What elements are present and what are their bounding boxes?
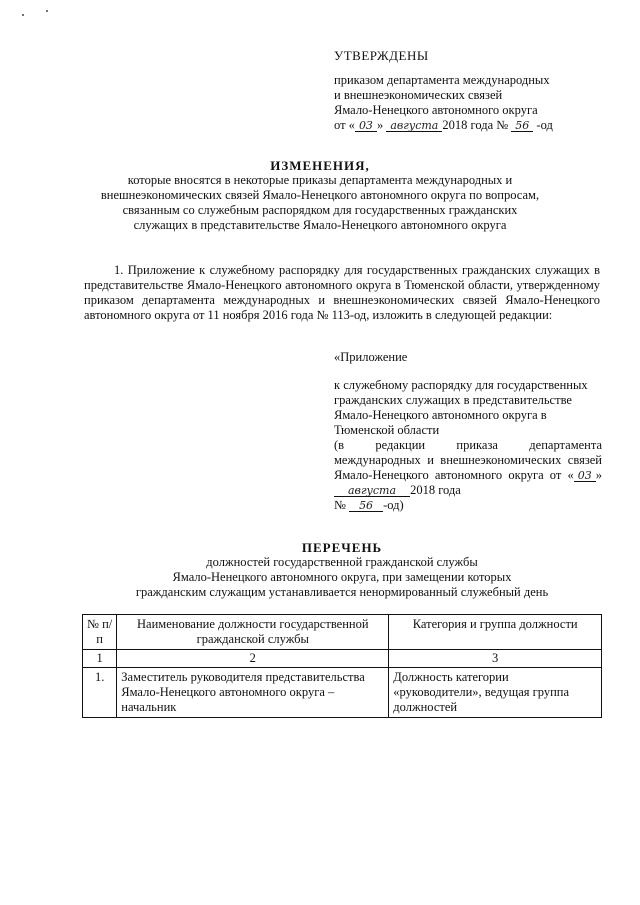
handwritten-day: 03 <box>574 470 596 482</box>
appendix-heading: «Приложение <box>334 350 408 364</box>
date-suffix: -од <box>536 118 553 132</box>
changes-subtitle-line: внешнеэкономических связей Ямало-Ненецкого автономного округа по вопросам, <box>100 188 540 202</box>
handwritten-month: августа <box>334 485 410 497</box>
list-subtitle-line: гражданским служащим устанавливается ненормированный служебный день <box>135 585 549 599</box>
redaction-suffix: -од) <box>383 498 404 512</box>
list-heading: ПЕРЕЧЕНЬ <box>301 540 383 555</box>
changes-subtitle-line: связанным со служебным распорядком для государственных гражданских <box>122 203 518 217</box>
redaction-mid: » <box>595 468 602 482</box>
date-year-text: 2018 года № <box>442 118 509 132</box>
approval-line: и внешнеэкономических связей <box>334 88 503 102</box>
redaction-text: (в редакции приказа департамента международных и внешнеэкономических связей Ямало-Ненецкого автономного округа от « <box>334 438 602 482</box>
table-header-row <box>83 615 602 650</box>
approval-heading: УТВЕРЖДЕНЫ <box>334 48 429 63</box>
changes-heading: ИЗМЕНЕНИЯ, <box>270 158 370 173</box>
appendix-block <box>334 350 602 513</box>
approval-date-line <box>334 118 614 133</box>
approval-block <box>334 48 614 133</box>
column-number: 2 <box>117 650 389 668</box>
handwritten-day: 03 <box>355 120 377 132</box>
handwritten-month: августа <box>386 120 442 132</box>
approval-line: приказом департамента международных <box>334 73 550 87</box>
header-position: Наименование должности государственной гражданской службы <box>117 615 389 650</box>
column-number: 1 <box>83 650 117 668</box>
changes-subtitle-line: которые вносятся в некоторые приказы департамента международных и <box>127 173 513 187</box>
list-subtitle-line: должностей государственной гражданской службы <box>206 555 478 569</box>
scan-speck <box>46 10 48 12</box>
header-number: № п/п <box>83 615 117 650</box>
paragraph-1: 1. Приложение к служебному распорядку для государственных гражданских служащих в представительстве Ямало-Ненецкого автономного округа в Тюменской области, утвержденному приказом департамента международных и внешнеэкономических связей Ямало-Ненецкого автономного округа от 11 ноября 2016 года № 113-од, изложить в следующей редакции: <box>84 263 600 322</box>
appendix-redaction <box>334 438 602 513</box>
list-title <box>84 540 600 600</box>
changes-subtitle-line: служащих в представительстве Ямало-Ненецкого автономного округа <box>133 218 507 232</box>
appendix-body: к служебному распорядку для государственных гражданских служащих в представительстве Ямало-Ненецкого автономного округа в Тюменской области <box>334 378 588 437</box>
redaction-year: 2018 года <box>410 483 461 497</box>
redaction-num-prefix: № <box>334 498 346 512</box>
handwritten-number: 56 <box>511 120 533 132</box>
row-number: 1. <box>83 668 117 718</box>
date-prefix: от « <box>334 118 355 132</box>
approval-line: Ямало-Ненецкого автономного округа <box>334 103 538 117</box>
table-row <box>83 668 602 718</box>
row-position: Заместитель руководителя представительства Ямало-Ненецкого автономного округа – начальник <box>117 668 389 718</box>
handwritten-number: 56 <box>349 500 383 512</box>
positions-table <box>82 614 602 718</box>
header-category: Категория и группа должности <box>389 615 602 650</box>
row-category: Должность категории «руководители», ведущая группа должностей <box>389 668 602 718</box>
column-number: 3 <box>389 650 602 668</box>
date-mid: » <box>376 118 384 132</box>
list-subtitle-line: Ямало-Ненецкого автономного округа, при замещении которых <box>172 570 512 584</box>
scan-speck <box>22 14 24 16</box>
changes-title <box>100 158 540 233</box>
table-number-row <box>83 650 602 668</box>
